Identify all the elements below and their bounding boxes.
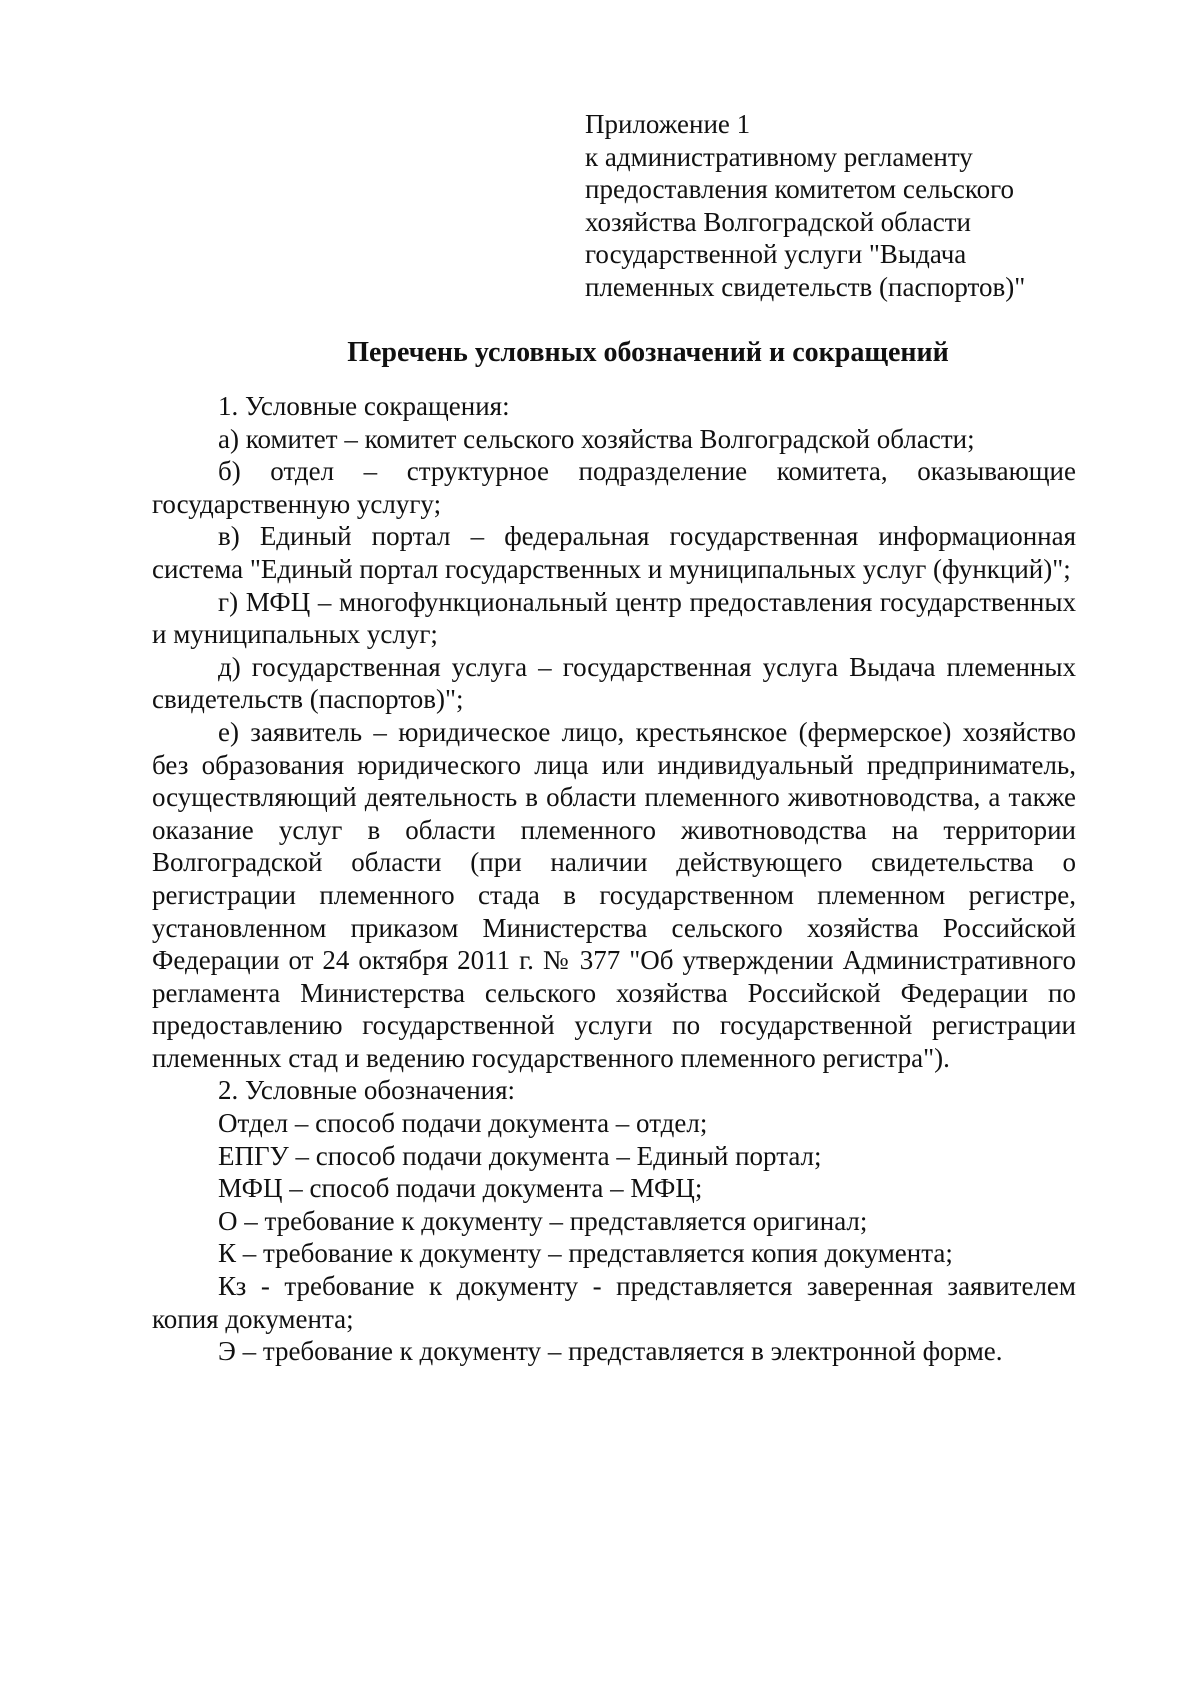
- paragraph-item: К – требование к документу – представляется копия документа;: [218, 1238, 953, 1269]
- appendix-line: хозяйства Волгоградской области: [585, 206, 971, 237]
- paragraph-item: д) государственная услуга – государственная услуга Выдача племенных свидетельств (паспортов)";: [152, 651, 1076, 715]
- paragraph-item: е) заявитель – юридическое лицо, крестьянское (фермерское) хозяйство без образования юридического лица или индивидуальный предприниматель, осуществляющий деятельность в области племенного животноводства, а также оказание услуг в области племенного животноводства на территории Волгоградской области (при наличии действующего свидетельства о регистрации племенного стада в государственном племенном регистре, установленном приказом Министерства сельского хозяйства Российской Федерации от 24 октября 2011 г. № 377 "Об утверждении Административного регламента Министерства сельского хозяйства Российской Федерации по предоставлению государственной услуги по государственной регистрации племенных стад и ведению государственного племенного регистра").: [152, 716, 1076, 1073]
- paragraph-section-heading: 2. Условные обозначения:: [218, 1075, 516, 1106]
- appendix-line: предоставления комитетом сельского: [585, 174, 1015, 205]
- paragraph-item: О – требование к документу – представляется оригинал;: [218, 1205, 868, 1236]
- paragraph-item: ЕПГУ – способ подачи документа – Единый портал;: [218, 1140, 822, 1171]
- appendix-line: к административному регламенту: [585, 141, 973, 172]
- appendix-line: Приложение 1: [585, 109, 751, 139]
- paragraph-item: а) комитет – комитет сельского хозяйства Волгоградской области;: [218, 423, 975, 454]
- document-title: Перечень условных обозначений и сокращений: [347, 337, 949, 368]
- appendix-header: [585, 108, 1075, 304]
- paragraph-section-heading: 1. Условные сокращения:: [218, 391, 510, 421]
- paragraph-item: Э – требование к документу – представляется в электронной форме.: [218, 1336, 1003, 1367]
- paragraph-item: Отдел – способ подачи документа – отдел;: [218, 1108, 708, 1139]
- document-body: [152, 390, 1076, 1368]
- paragraph-item: в) Единый портал – федеральная государственная информационная система "Единый портал государственных и муниципальных услуг (функций)";: [152, 521, 1076, 584]
- appendix-line: государственной услуги "Выдача: [585, 239, 967, 270]
- paragraph-item: Кз - требование к документу - представляется заверенная заявителем копия документа;: [152, 1271, 1076, 1334]
- appendix-line: племенных свидетельств (паспортов)": [585, 271, 1026, 302]
- paragraph-item: б) отдел – структурное подразделение комитета, оказывающие государственную услугу;: [152, 456, 1076, 519]
- paragraph-item: МФЦ – способ подачи документа – МФЦ;: [218, 1173, 703, 1204]
- paragraph-item: г) МФЦ – многофункциональный центр предоставления государственных и муниципальных услуг;: [152, 586, 1076, 650]
